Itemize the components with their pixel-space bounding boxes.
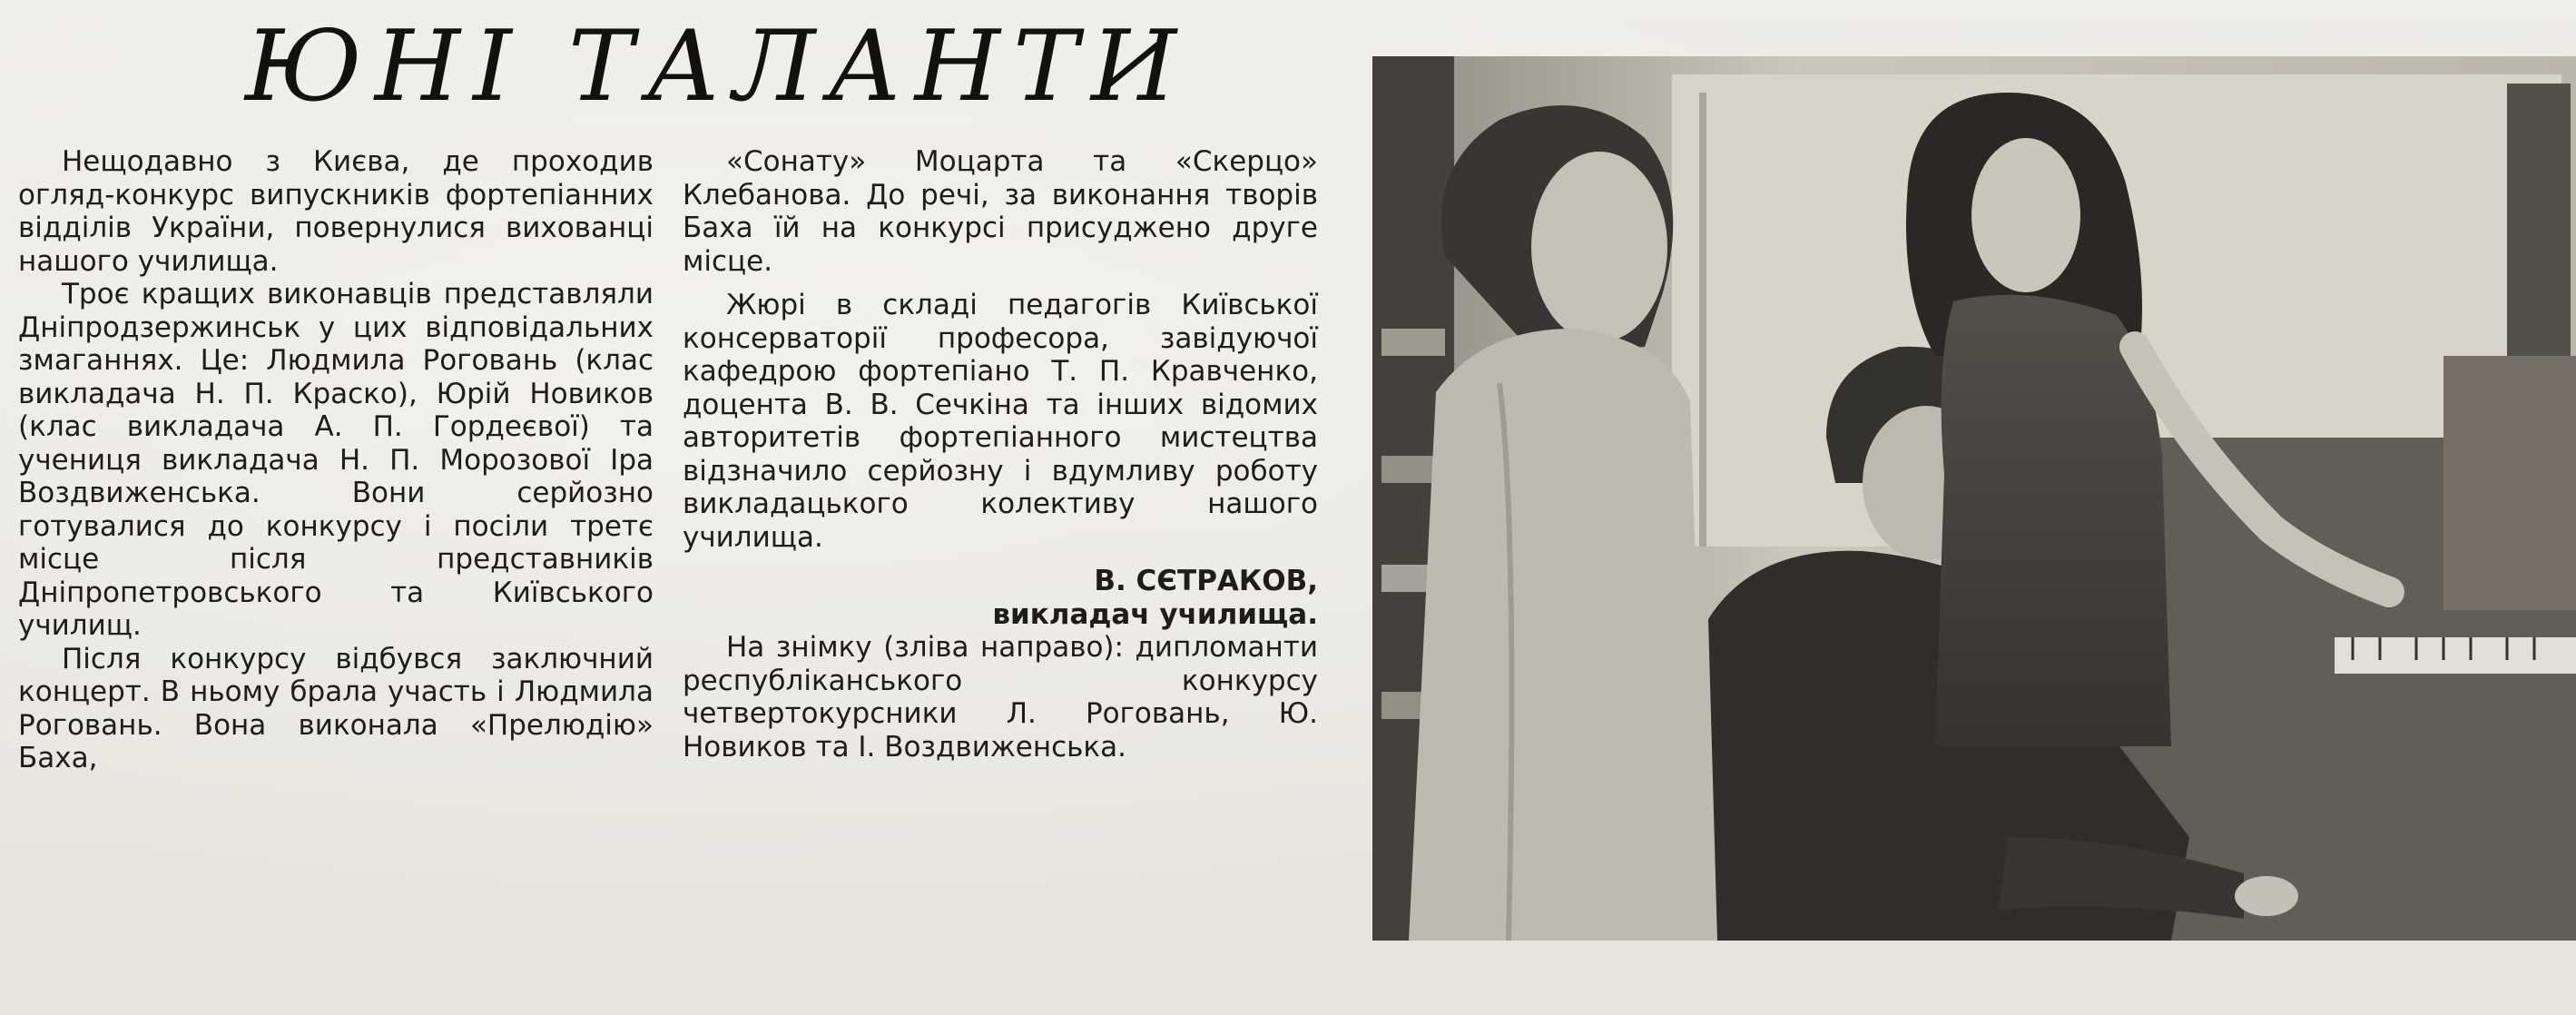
author-name: В. СЄТРАКОВ, <box>1094 565 1318 597</box>
article-paragraph: Жюрі в складі педагогів Київської консерваторії професора, завідуючої кафедрою фортепіано Т. П. Кравченко, доцента В. В. Сечкіна та інших відомих авторитетів фортепіанного мистецтва відзначило серйозну і вдумливу роботу викладацького колективу нашого училища. <box>683 289 1318 554</box>
paragraph-gap <box>683 278 1318 289</box>
article-paragraph: Троє кращих виконавців представляли Дніпродзержинськ у цих відповідальних змаганнях. Це: Людмила Роговань (клас викладача Н. П. Краско), Юрій Новиков (клас викладача А. П. Гордеєвої) та учениця викладача Н. П. Морозової Іра Воздвиженська. Вони серйозно готувалися до конкурсу і посіли третє місце після представників Дніпропетровського та Київського училищ. <box>18 278 654 642</box>
article-headline: ЮНІ ТАЛАНТИ <box>245 10 1190 123</box>
photo <box>1372 56 2576 941</box>
author-role: викладач училища. <box>992 597 1318 631</box>
article-paragraph: Після конкурсу відбувся заключний концерт. В ньому брала участь і Людмила Роговань. Вона виконала «Прелюдію» Баха, <box>18 642 654 774</box>
article-column-left <box>18 145 654 775</box>
photo-caption: На знімку (зліва направо): дипломанти республіканського конкурсу четвертокурсники Л. Роговань, Ю. Новиков та І. Воздвиженська. <box>683 631 1318 764</box>
article-paragraph: Нещодавно з Києва, де проходив огляд-конкурс випускників фортепіанних відділів України, повернулися вихованці нашого училища. <box>18 145 654 278</box>
photo-illustration <box>1372 56 2576 941</box>
article-column-middle <box>683 145 1318 764</box>
article-paragraph: «Сонату» Моцарта та «Скерцо» Клебанова. До речі, за виконання творів Баха їй на конкурсі присуджено друге місце. <box>683 145 1318 278</box>
